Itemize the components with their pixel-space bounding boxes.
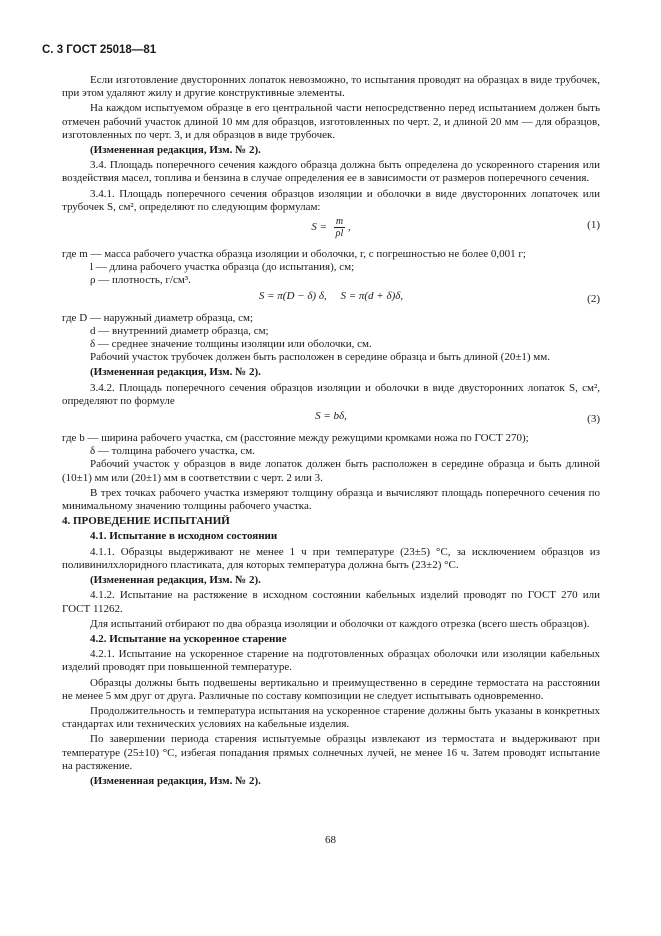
- paragraph: Образцы должны быть подвешены вертикально и преимущественно в середине термостата на расстоянии не менее 5 мм друг от друга. Различные по составу композиции не следует испытывать одновременно.: [62, 676, 600, 702]
- paragraph: Продолжительность и температура испытания на ускоренное старение должны быть указаны в конкретных стандартах или технических условиях на кабельные изделия.: [62, 704, 600, 731]
- paragraph-3-4: 3.4. Площадь поперечного сечения каждого образца должна быть определена до ускоренного старения или воздействия масел, топлива и бензина в случае определения ее в зависимости от размеров поперечного сечения.: [62, 159, 600, 185]
- formula-1-fraction: $\frac{m}{\rho l}$: [335, 216, 344, 240]
- formula-1: [62, 216, 600, 244]
- formula-2: [62, 290, 600, 308]
- edition-note: (Измененная редакция, Изм. № 2).: [90, 574, 261, 587]
- definition-line: d — внутренний диаметр образца, см;: [90, 324, 269, 337]
- edition-note: (Измененная редакция, Изм. № 2).: [90, 144, 261, 157]
- paragraph: Рабочий участок трубочек должен быть расположен в середине образца и быть длиной (20±1) мм.: [90, 351, 550, 364]
- definition-line: δ — среднее значение толщины изоляции или оболочки, см.: [90, 338, 372, 351]
- formula-2-label: (2): [587, 292, 600, 305]
- subsection-heading: 4.2. Испытание на ускоренное старение: [90, 632, 287, 645]
- document-body: [62, 74, 600, 790]
- formula-3-label: (3): [587, 413, 600, 426]
- formula-1-label: (1): [587, 219, 600, 232]
- paragraph-4-1-1: 4.1.1. Образцы выдерживают не менее 1 ч при температуре (23±5) °С, за исключением образцов из поливинилхлоридного пластиката, для которых температура должна быть (23±2) °С.: [62, 545, 600, 571]
- formula-1-expression: S = $\frac{m}{\rho l}$ ,: [311, 216, 351, 240]
- edition-note: (Измененная редакция, Изм. № 2).: [90, 774, 261, 787]
- paragraph: По завершении периода старения испытуемые образцы извлекают из термостата и выдерживают при температуре (25±10) °С, избегая попадания прямых солнечных лучей, не менее 16 ч. Затем проводят испытание на растяжение.: [62, 733, 600, 772]
- edition-note: (Измененная редакция, Изм. № 2).: [90, 366, 261, 379]
- page-header: С. 3 ГОСТ 25018—81: [42, 44, 157, 56]
- subsection-heading: 4.1. Испытание в исходном состоянии: [90, 530, 278, 543]
- formula-3: [62, 410, 600, 428]
- definition-line: l — длина рабочего участка образца (до испытания), см;: [90, 261, 355, 274]
- paragraph: Для испытаний отбирают по два образца изоляции и оболочки от каждого отрезка (всего шесть образцов).: [90, 617, 590, 630]
- paragraph-3-4-1: 3.4.1. Площадь поперечного сечения образцов изоляции и оболочки в виде двусторонних лопаточек или трубочек S, см², определяют по следующим формулам:: [62, 187, 600, 213]
- paragraph: В трех точках рабочего участка измеряют толщину образца и вычисляют площадь поперечного сечения по минимальному значению толщины рабочего участка.: [62, 486, 600, 513]
- paragraph-4-2-1: 4.2.1. Испытание на ускоренное старение на подготовленных образцах оболочки или изоляции кабельных изделий проводят при повышенной температуре.: [62, 648, 600, 674]
- definition-line: ρ — плотность, г/см³.: [90, 274, 191, 287]
- paragraph-3-4-2: 3.4.2. Площадь поперечного сечения образцов изоляции и оболочки в виде двусторонних лопаток S, см², определяют по формуле: [62, 381, 600, 407]
- definition-line: где D — наружный диаметр образца, см;: [62, 311, 254, 324]
- formula-2-expression: S = π(D − δ) δ, S = π(d + δ)δ,: [258, 289, 404, 302]
- paragraph: Если изготовление двусторонних лопаток невозможно, то испытания проводят на образцах в виде трубочек, при этом удаляют жилу и другие конструктивные элементы.: [62, 74, 600, 100]
- formula-3-expression: S = bδ,: [315, 410, 347, 423]
- section-heading: 4. ПРОВЕДЕНИЕ ИСПЫТАНИЙ: [62, 515, 230, 528]
- paragraph: Рабочий участок у образцов в виде лопаток должен быть расположен в середине образца и быть длиной (10±1) мм или (20±1) мм в соответствии с черт. 2 или 3.: [62, 458, 600, 484]
- definition-line: где b — ширина рабочего участка, см (расстояние между режущими кромками ножа по ГОСТ 270);: [62, 432, 529, 445]
- paragraph: На каждом испытуемом образце в его центральной части непосредственно перед испытанием должен быть отмечен рабочий участок длиной 10 мм для образцов, изготовленных по черт. 2, и длиной 20 мм — для образцов, изготовленных по черт. 3, и для образцов в виде трубочек.: [62, 102, 600, 141]
- paragraph-4-1-2: 4.1.2. Испытание на растяжение в исходном состоянии кабельных изделий проводят по ГОСТ 270 или ГОСТ 11262.: [62, 589, 600, 615]
- page-number: 68: [325, 834, 336, 846]
- definition-line: где m — масса рабочего участка образца изоляции и оболочки, г, с погрешностью не более 0,001 г;: [62, 248, 526, 261]
- definition-line: δ — толщина рабочего участка, см.: [90, 445, 255, 458]
